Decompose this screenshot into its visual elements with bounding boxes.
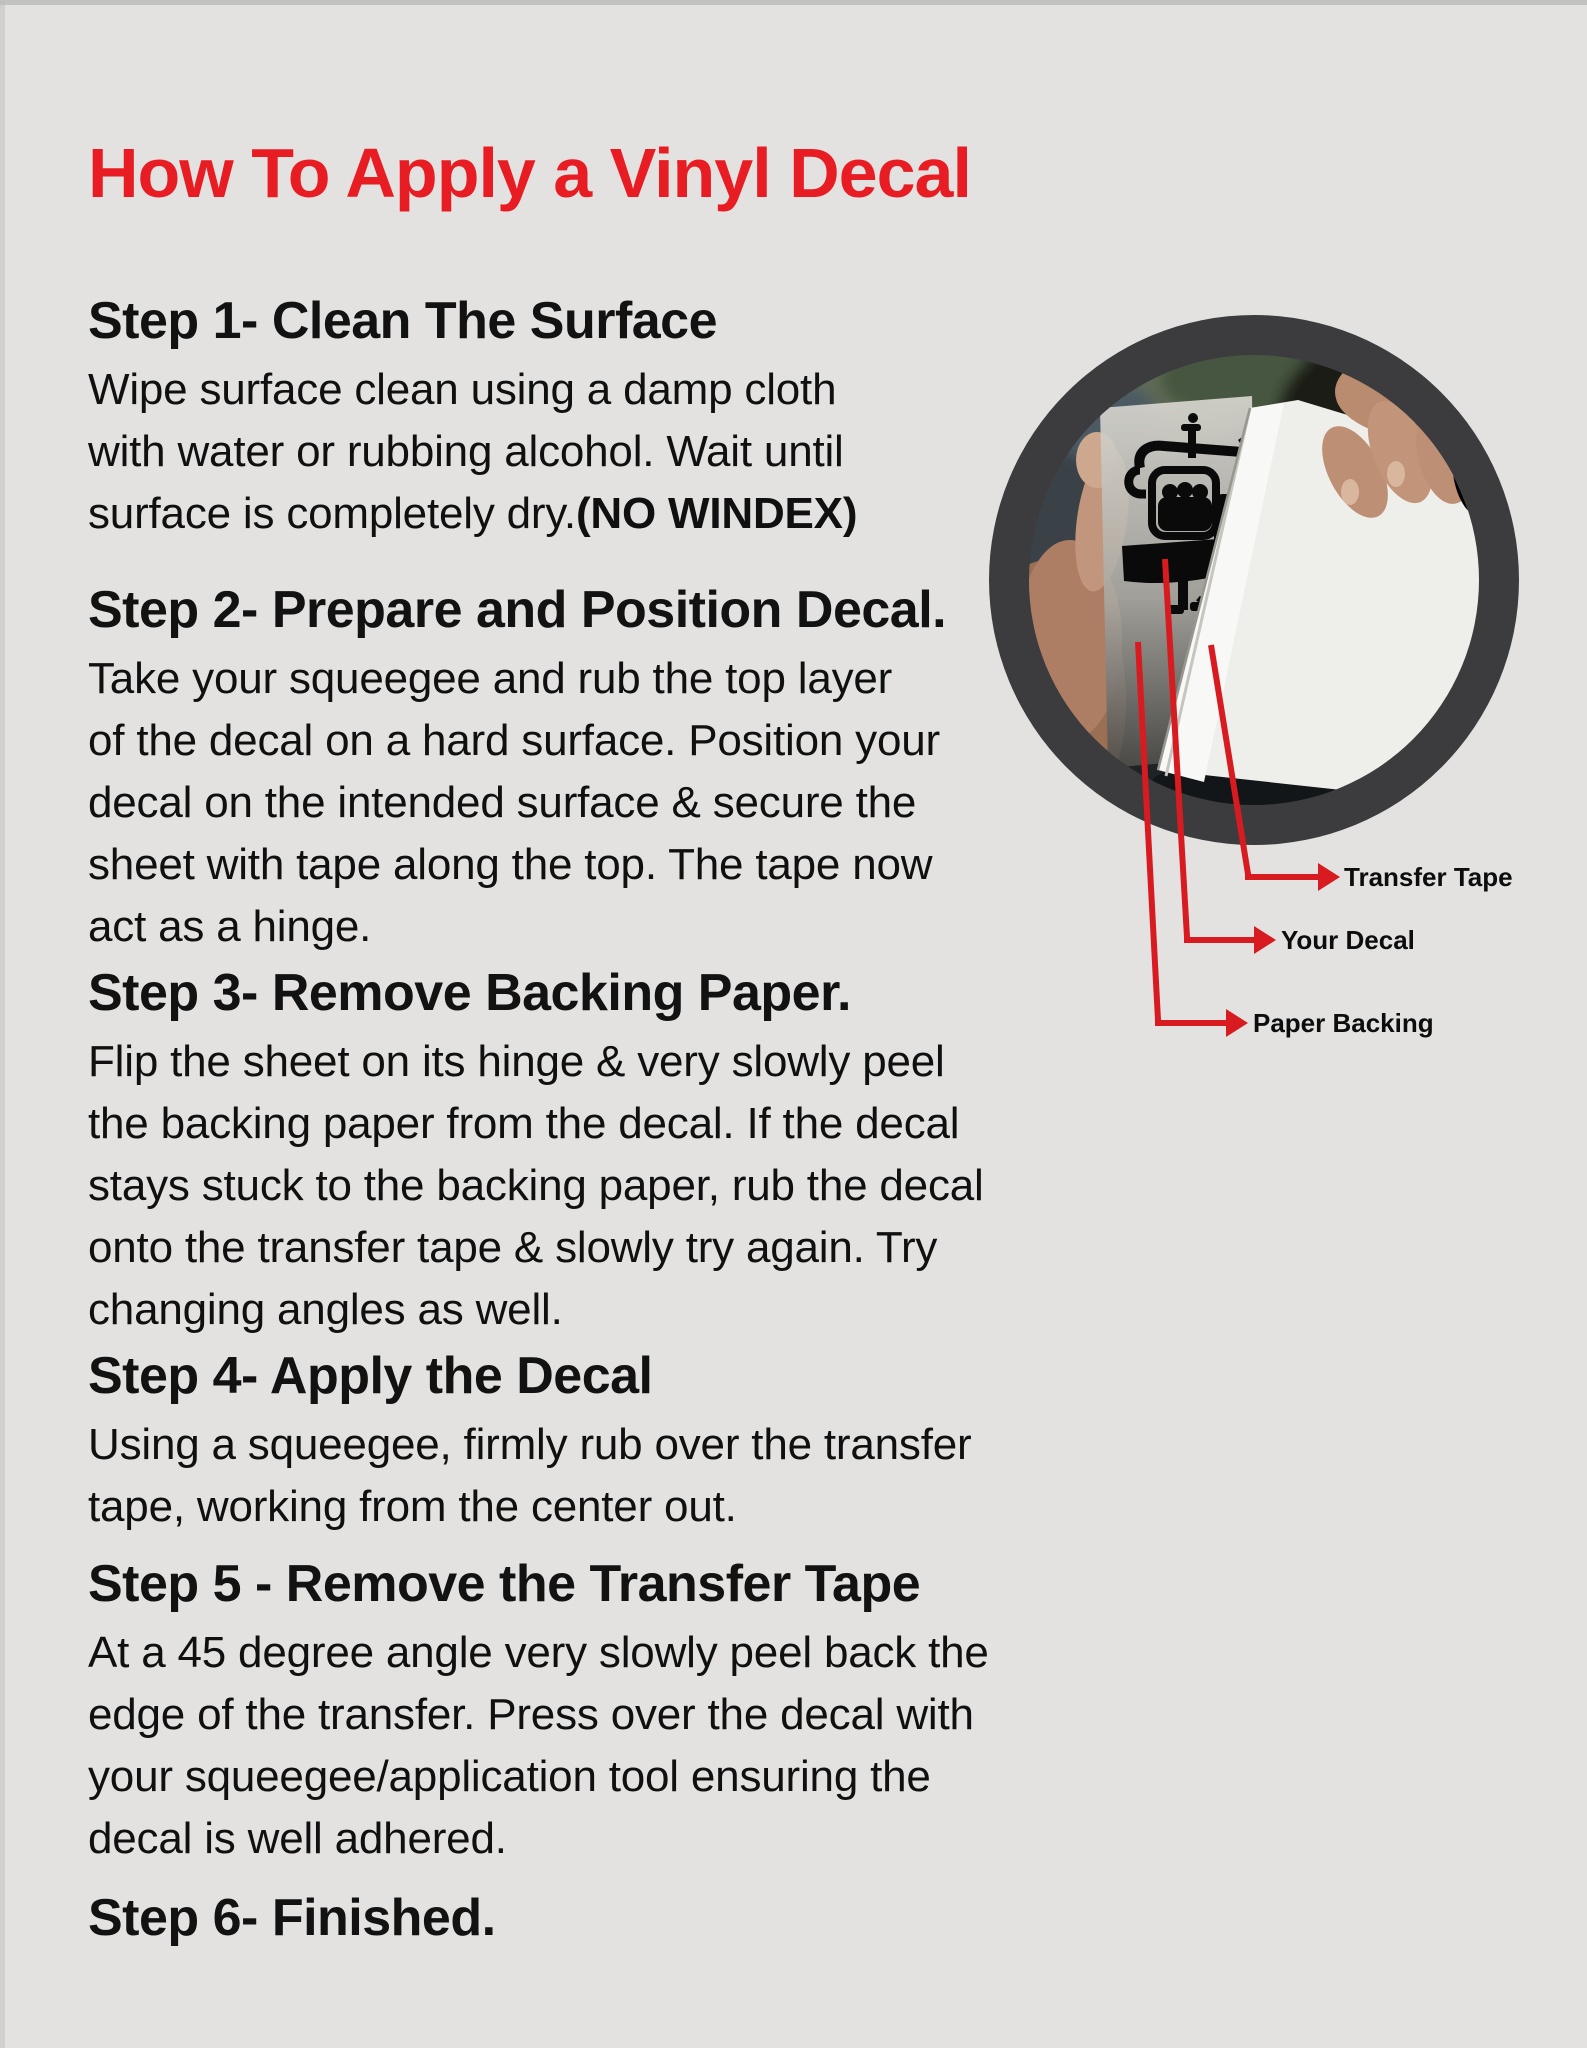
page-title: How To Apply a Vinyl Decal (88, 134, 971, 212)
paper-backing-label: Paper Backing (1253, 1008, 1434, 1038)
step-2-line: sheet with tape along the top. The tape now (88, 840, 933, 890)
step-3-line: stays stuck to the backing paper, rub the decal (88, 1161, 984, 1211)
step-4-heading: Step 4- Apply the Decal (88, 1347, 653, 1405)
step-2-line: act as a hinge. (88, 902, 372, 952)
step-3-line: the backing paper from the decal. If the decal (88, 1099, 960, 1149)
step-5-heading: Step 5 - Remove the Transfer Tape (88, 1555, 921, 1613)
rider-torsos (1158, 497, 1212, 531)
step-4-line: Using a squeegee, firmly rub over the transfer (88, 1420, 972, 1470)
grip-top (1188, 413, 1198, 423)
step-3-line: Flip the sheet on its hinge & very slowly peel (88, 1037, 945, 1087)
arrow-right-icon (1318, 863, 1340, 891)
grip-knob (1181, 424, 1201, 431)
step-1-line: Wipe surface clean using a damp cloth (88, 365, 837, 415)
step-5-line: your squeegee/application tool ensuring the (88, 1752, 931, 1802)
step-5-line: edge of the transfer. Press over the decal with (88, 1690, 974, 1740)
step-1-line-text: surface is completely dry. (88, 489, 576, 539)
step-3-line: changing angles as well. (88, 1285, 563, 1335)
decal-photo (970, 320, 1565, 840)
step-4-line: tape, working from the center out. (88, 1482, 737, 1532)
step-3-line: onto the transfer tape & slowly try again. Try (88, 1223, 938, 1273)
step-5-line: decal is well adhered. (88, 1814, 507, 1864)
arrow-right-icon (1226, 1009, 1248, 1037)
step-6-heading: Step 6- Finished. (88, 1889, 496, 1947)
step-2-line: Take your squeegee and rub the top layer (88, 654, 893, 704)
step-2-line: decal on the intended surface & secure the (88, 778, 917, 828)
arrow-right-icon (1254, 926, 1276, 954)
no-windex-emphasis: (NO WINDEX) (575, 489, 858, 539)
step-3-heading: Step 3- Remove Backing Paper. (88, 964, 851, 1022)
grip-post (1188, 428, 1196, 458)
fingernail (1341, 479, 1359, 505)
your-decal-label: Your Decal (1281, 925, 1415, 955)
rider-head (1177, 482, 1193, 498)
transfer-tape-label: Transfer Tape (1344, 862, 1513, 892)
step-2-line: of the decal on a hard surface. Position your (88, 716, 940, 766)
step-1-heading: Step 1- Clean The Surface (88, 292, 718, 350)
step-1-line: with water or rubbing alcohol. Wait until (88, 427, 844, 477)
step-5-line: At a 45 degree angle very slowly peel back the (88, 1628, 989, 1678)
fingernail (1387, 461, 1405, 487)
step-2-heading: Step 2- Prepare and Position Decal. (88, 581, 947, 639)
